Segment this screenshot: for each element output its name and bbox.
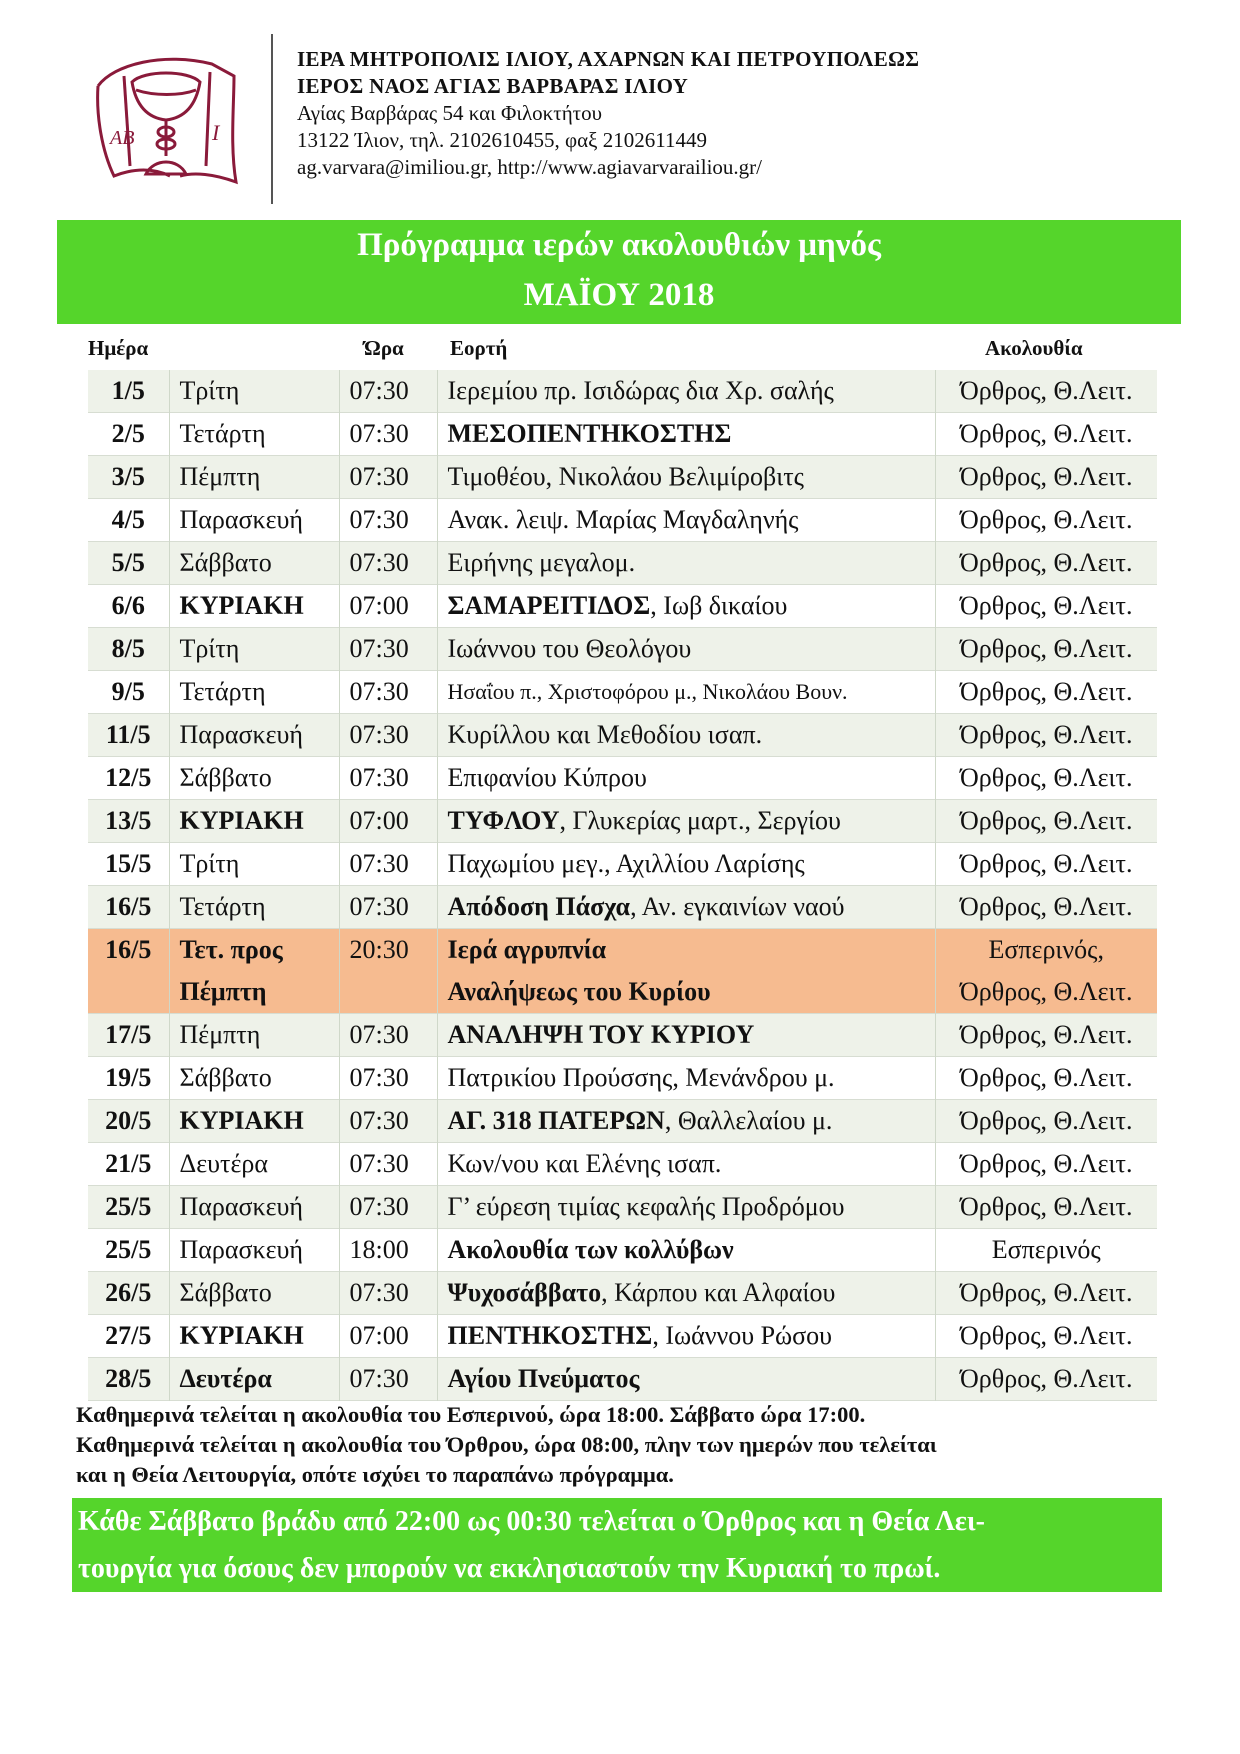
table-row	[88, 1315, 1157, 1358]
date-cell: 3/5	[88, 456, 169, 499]
saturday-note-line: Κάθε Σάββατο βράδυ από 22:00 ως 00:30 τελείται ο Όρθρος και η Θεία Λει-	[78, 1506, 985, 1537]
day-cell: Τρίτη	[169, 628, 339, 671]
day-cell: Παρασκευή	[169, 499, 339, 542]
feast-cell: ΜΕΣΟΠΕΝΤΗΚΟΣΤΗΣ	[437, 413, 935, 456]
service-cell: Όρθρος, Θ.Λειτ.	[935, 800, 1157, 843]
time-cell: 07:00	[339, 585, 437, 628]
day-cell: Δευτέρα	[169, 1143, 339, 1186]
feast-cell: ΑΓ. 318 ΠΑΤΕΡΩΝ, Θαλλελαίου μ.	[437, 1100, 935, 1143]
table-row	[88, 757, 1157, 800]
date-cell: 11/5	[88, 714, 169, 757]
day-cell: Παρασκευή	[169, 1229, 339, 1272]
service-cell: Όρθρος, Θ.Λειτ.	[935, 456, 1157, 499]
feast-cell: Επιφανίου Κύπρου	[437, 757, 935, 800]
time-cell: 07:30	[339, 1186, 437, 1229]
feast-cell: Αγίου Πνεύματος	[437, 1358, 935, 1401]
table-row	[88, 413, 1157, 456]
date-cell: 6/6	[88, 585, 169, 628]
saturday-note-line: τουργία για όσους δεν μπορούν να εκκλησιαστούν την Κυριακή το πρωί.	[78, 1553, 941, 1584]
date-cell: 25/5	[88, 1186, 169, 1229]
service-cell: Εσπερινός	[935, 1229, 1157, 1272]
table-row	[88, 800, 1157, 843]
date-cell: 25/5	[88, 1229, 169, 1272]
day-cell: Τετάρτη	[169, 886, 339, 929]
note-line: Καθημερινά τελείται η ακολουθία του Εσπερινού, ώρα 18:00. Σάββατο ώρα 17:00.	[76, 1402, 866, 1427]
day-cell: Πέμπτη	[169, 1014, 339, 1057]
day-cell: Τρίτη	[169, 843, 339, 886]
date-cell: 15/5	[88, 843, 169, 886]
time-cell: 07:30	[339, 1100, 437, 1143]
feast-cell: ΤΥΦΛΟΥ, Γλυκερίας μαρτ., Σεργίου	[437, 800, 935, 843]
time-cell: 07:30	[339, 413, 437, 456]
time-cell: 20:30	[339, 929, 437, 1014]
table-row	[88, 1100, 1157, 1143]
day-cell: ΚΥΡΙΑΚΗ	[169, 800, 339, 843]
service-cell: Όρθρος, Θ.Λειτ.	[935, 1315, 1157, 1358]
time-cell: 07:30	[339, 542, 437, 585]
time-cell: 07:30	[339, 757, 437, 800]
schedule-banner	[57, 220, 1181, 324]
day-cell: ΚΥΡΙΑΚΗ	[169, 1100, 339, 1143]
time-cell: 07:30	[339, 671, 437, 714]
table-row	[88, 628, 1157, 671]
time-cell: 07:30	[339, 1057, 437, 1100]
table-row	[88, 499, 1157, 542]
table-row	[88, 1057, 1157, 1100]
service-cell: Όρθρος, Θ.Λειτ.	[935, 714, 1157, 757]
feast-cell: Ιωάννου του Θεολόγου	[437, 628, 935, 671]
church-phone: 13122 Ίλιον, τηλ. 2102610455, φαξ 2102611449	[297, 128, 708, 152]
day-cell: Σάββατο	[169, 1272, 339, 1315]
time-cell: 07:30	[339, 499, 437, 542]
church-address: Αγίας Βαρβάρας 54 και Φιλοκτήτου	[297, 101, 603, 125]
date-cell: 21/5	[88, 1143, 169, 1186]
time-cell: 07:00	[339, 1315, 437, 1358]
date-cell: 16/5	[88, 886, 169, 929]
time-cell: 07:30	[339, 1014, 437, 1057]
feast-cell: ΣΑΜΑΡΕΙΤΙΔΟΣ, Ιωβ δικαίου	[437, 585, 935, 628]
saturday-night-note	[72, 1498, 1162, 1592]
feast-cell: Κυρίλλου και Μεθοδίου ισαπ.	[437, 714, 935, 757]
svg-text:ΑΒ: ΑΒ	[110, 127, 135, 149]
day-cell: Σάββατο	[169, 757, 339, 800]
column-header-service: Ακολουθία	[985, 336, 1083, 360]
feast-cell: Ιερά αγρυπνία Αναλήψεως του Κυρίου	[437, 929, 935, 1014]
service-cell: Όρθρος, Θ.Λειτ.	[935, 542, 1157, 585]
service-cell: Όρθρος, Θ.Λειτ.	[935, 757, 1157, 800]
date-cell: 1/5	[88, 370, 169, 413]
time-cell: 07:30	[339, 714, 437, 757]
table-row	[88, 370, 1157, 413]
table-row	[88, 1186, 1157, 1229]
chalice-logo-icon	[84, 46, 252, 196]
date-cell: 20/5	[88, 1100, 169, 1143]
day-cell: Τρίτη	[169, 370, 339, 413]
feast-cell: Ησαΐου π., Χριστοφόρου μ., Νικολάου Βουν.	[437, 671, 935, 714]
service-cell: Όρθρος, Θ.Λειτ.	[935, 886, 1157, 929]
service-cell: Όρθρος, Θ.Λειτ.	[935, 671, 1157, 714]
table-row	[88, 456, 1157, 499]
church-name: ΙΕΡΟΣ ΝΑΟΣ ΑΓΙΑΣ ΒΑΡΒΑΡΑΣ ΙΛΙΟΥ	[297, 74, 689, 98]
service-cell: Εσπερινός, Όρθρος, Θ.Λειτ.	[935, 929, 1157, 1014]
column-header-feast: Εορτή	[450, 336, 508, 360]
service-cell: Όρθρος, Θ.Λειτ.	[935, 1358, 1157, 1401]
date-cell: 27/5	[88, 1315, 169, 1358]
feast-cell: Ψυχοσάββατο, Κάρπου και Αλφαίου	[437, 1272, 935, 1315]
column-header-day: Ημέρα	[88, 336, 149, 360]
time-cell: 07:30	[339, 370, 437, 413]
date-cell: 16/5	[88, 929, 169, 1014]
feast-cell: Πατρικίου Προύσσης, Μενάνδρου μ.	[437, 1057, 935, 1100]
table-row	[88, 1229, 1157, 1272]
service-cell: Όρθρος, Θ.Λειτ.	[935, 1014, 1157, 1057]
date-cell: 8/5	[88, 628, 169, 671]
time-cell: 07:30	[339, 1358, 437, 1401]
date-cell: 28/5	[88, 1358, 169, 1401]
church-web: ag.varvara@imiliou.gr, http://www.agiavarvarailiou.gr/	[297, 155, 762, 179]
time-cell: 07:30	[339, 843, 437, 886]
day-cell: Τετάρτη	[169, 671, 339, 714]
service-cell: Όρθρος, Θ.Λειτ.	[935, 1100, 1157, 1143]
day-cell: ΚΥΡΙΑΚΗ	[169, 1315, 339, 1358]
day-cell: Σάββατο	[169, 1057, 339, 1100]
day-cell: Δευτέρα	[169, 1358, 339, 1401]
date-cell: 2/5	[88, 413, 169, 456]
metropolis-name: ΙΕΡΑ ΜΗΤΡΟΠΟΛΙΣ ΙΛΙΟΥ, ΑΧΑΡΝΩΝ ΚΑΙ ΠΕΤΡΟΥΠΟΛΕΩΣ	[297, 47, 920, 71]
date-cell: 13/5	[88, 800, 169, 843]
service-cell: Όρθρος, Θ.Λειτ.	[935, 628, 1157, 671]
day-cell: Πέμπτη	[169, 456, 339, 499]
note-line: Καθημερινά τελείται η ακολουθία του Όρθρου, ώρα 08:00, πλην των ημερών που τελείται	[76, 1432, 937, 1457]
feast-cell: Ιερεμίου πρ. Ισιδώρας δια Χρ. σαλής	[437, 370, 935, 413]
service-cell: Όρθρος, Θ.Λειτ.	[935, 1272, 1157, 1315]
table-row	[88, 1143, 1157, 1186]
time-cell: 07:00	[339, 800, 437, 843]
feast-cell: ΑΝΑΛΗΨΗ ΤΟΥ ΚΥΡΙΟΥ	[437, 1014, 935, 1057]
service-cell: Όρθρος, Θ.Λειτ.	[935, 1143, 1157, 1186]
table-row	[88, 929, 1157, 1014]
day-cell: Τετ. προς Πέμπτη	[169, 929, 339, 1014]
time-cell: 07:30	[339, 628, 437, 671]
table-row	[88, 585, 1157, 628]
feast-cell: Ανακ. λειψ. Μαρίας Μαγδαληνής	[437, 499, 935, 542]
service-cell: Όρθρος, Θ.Λειτ.	[935, 585, 1157, 628]
table-row	[88, 843, 1157, 886]
date-cell: 5/5	[88, 542, 169, 585]
service-cell: Όρθρος, Θ.Λειτ.	[935, 370, 1157, 413]
feast-cell: Ειρήνης μεγαλομ.	[437, 542, 935, 585]
table-row	[88, 714, 1157, 757]
feast-cell: ΠΕΝΤΗΚΟΣΤΗΣ, Ιωάννου Ρώσου	[437, 1315, 935, 1358]
feast-cell: Ακολουθία των κολλύβων	[437, 1229, 935, 1272]
date-cell: 17/5	[88, 1014, 169, 1057]
time-cell: 07:30	[339, 1272, 437, 1315]
table-row	[88, 542, 1157, 585]
banner-month: ΜΑΪΟΥ 2018	[523, 277, 715, 313]
feast-cell: Γ’ εύρεση τιμίας κεφαλής Προδρόμου	[437, 1186, 935, 1229]
daily-services-note	[76, 1400, 1166, 1490]
time-cell: 07:30	[339, 1143, 437, 1186]
banner-title: Πρόγραμμα ιερών ακολουθιών μηνός	[357, 227, 881, 263]
table-row	[88, 1014, 1157, 1057]
table-row	[88, 1272, 1157, 1315]
time-cell: 18:00	[339, 1229, 437, 1272]
feast-cell: Απόδοση Πάσχα, Αν. εγκαινίων ναού	[437, 886, 935, 929]
day-cell: Σάββατο	[169, 542, 339, 585]
time-cell: 07:30	[339, 456, 437, 499]
column-header-time: Ώρα	[364, 336, 404, 360]
service-cell: Όρθρος, Θ.Λειτ.	[935, 413, 1157, 456]
day-cell: Τετάρτη	[169, 413, 339, 456]
date-cell: 12/5	[88, 757, 169, 800]
day-cell: Παρασκευή	[169, 714, 339, 757]
table-row	[88, 886, 1157, 929]
feast-cell: Κων/νου και Ελένης ισαπ.	[437, 1143, 935, 1186]
service-cell: Όρθρος, Θ.Λειτ.	[935, 1186, 1157, 1229]
service-cell: Όρθρος, Θ.Λειτ.	[935, 843, 1157, 886]
date-cell: 4/5	[88, 499, 169, 542]
schedule-table	[88, 370, 1157, 1401]
date-cell: 19/5	[88, 1057, 169, 1100]
time-cell: 07:30	[339, 886, 437, 929]
table-row	[88, 1358, 1157, 1401]
day-cell: ΚΥΡΙΑΚΗ	[169, 585, 339, 628]
date-cell: 26/5	[88, 1272, 169, 1315]
note-line: και η Θεία Λειτουργία, οπότε ισχύει το παραπάνω πρόγραμμα.	[76, 1462, 674, 1487]
service-cell: Όρθρος, Θ.Λειτ.	[935, 499, 1157, 542]
service-cell: Όρθρος, Θ.Λειτ.	[935, 1057, 1157, 1100]
day-cell: Παρασκευή	[169, 1186, 339, 1229]
table-row	[88, 671, 1157, 714]
feast-cell: Παχωμίου μεγ., Αχιλλίου Λαρίσης	[437, 843, 935, 886]
header-divider	[271, 34, 273, 204]
feast-cell: Τιμοθέου, Νικολάου Βελιμίροβιτς	[437, 456, 935, 499]
date-cell: 9/5	[88, 671, 169, 714]
svg-text:Ι: Ι	[212, 120, 220, 145]
parish-header	[297, 46, 919, 181]
